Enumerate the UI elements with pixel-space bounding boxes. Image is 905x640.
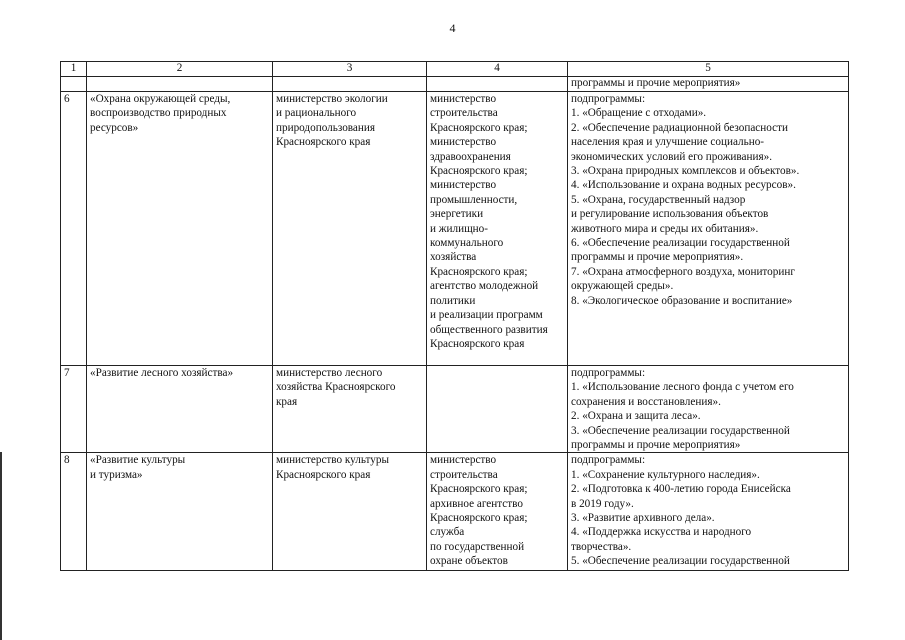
- programs-table: [60, 61, 849, 571]
- subprograms-line: 3. «Охрана природных комплексов и объектов».: [571, 165, 800, 178]
- continuation-subprograms: программы и прочие мероприятия»: [568, 77, 849, 92]
- cell-responsible: [273, 366, 427, 453]
- coexecutors-line: Красноярского края;: [430, 265, 528, 278]
- cell-coexecutors: [427, 453, 568, 571]
- coexecutors-line: коммунального: [430, 237, 504, 250]
- cell-responsible: [273, 92, 427, 366]
- cell-coexecutors: [427, 366, 568, 453]
- table-row: [61, 453, 849, 571]
- coexecutors-line: министерство: [430, 136, 497, 149]
- program-line: «Охрана окружающей среды,: [90, 93, 231, 105]
- subprograms-line: и регулирование использования объектов: [571, 208, 769, 221]
- header-col-4: 4: [427, 62, 568, 77]
- cell-subprograms: [568, 453, 849, 571]
- responsible-line: министерство культуры: [276, 454, 389, 467]
- subprograms-line: подпрограммы:: [571, 454, 646, 467]
- coexecutors-line: охране объектов: [430, 555, 508, 568]
- subprograms-line: в 2019 году».: [571, 497, 634, 510]
- coexecutors-line: строительства: [430, 107, 498, 120]
- cell-program: [87, 453, 273, 571]
- coexecutors-line: и жилищно-: [430, 222, 488, 235]
- subprograms-line: 5. «Охрана, государственный надзор: [571, 193, 746, 206]
- row-number: 8: [61, 453, 87, 571]
- responsible-line: Красноярского края: [276, 468, 371, 481]
- coexecutors-line: по государственной: [430, 540, 525, 553]
- header-col-2: 2: [87, 62, 273, 77]
- coexecutors-line: министерство: [430, 179, 497, 192]
- subprograms-line: 7. «Охрана атмосферного воздуха, мониторинг: [571, 265, 795, 278]
- responsible-line: министерство экологии: [276, 93, 388, 105]
- coexecutors-line: политики: [430, 294, 476, 307]
- coexecutors-line: агентство молодежной: [430, 280, 539, 293]
- coexecutors-line: и реализации программ: [430, 309, 543, 322]
- subprograms-line: животного мира и среды их обитания».: [571, 222, 759, 235]
- program-line: «Развитие культуры: [90, 454, 186, 467]
- subprograms-line: программы и прочие мероприятия».: [571, 251, 744, 264]
- coexecutors-line: Красноярского края;: [430, 512, 528, 525]
- subprograms-line: подпрограммы:: [571, 93, 646, 105]
- subprograms-line: 3. «Обеспечение реализации государственной: [571, 424, 790, 437]
- responsible-line: края: [276, 395, 298, 408]
- cell-subprograms: [568, 92, 849, 366]
- header-row: [61, 62, 849, 77]
- subprograms-line: 6. «Обеспечение реализации государственной: [571, 237, 790, 250]
- header-col-5: 5: [568, 62, 849, 77]
- coexecutors-line: архивное агентство: [430, 497, 523, 510]
- responsible-line: природопользования: [276, 121, 376, 134]
- subprograms-line: 2. «Подготовка к 400-летию города Енисейска: [571, 483, 791, 496]
- page-number: 4: [449, 21, 456, 35]
- row-number: 6: [61, 92, 87, 366]
- cell-program: [87, 92, 273, 366]
- coexecutors-line: хозяйства: [430, 251, 477, 264]
- coexecutors-line: служба: [430, 526, 465, 539]
- coexecutors-line: строительства: [430, 468, 498, 481]
- coexecutors-line: министерство: [430, 93, 497, 105]
- coexecutors-line: Красноярского края;: [430, 483, 528, 496]
- subprograms-line: 5. «Обеспечение реализации государственной: [571, 555, 790, 568]
- subprograms-line: 3. «Развитие архивного дела».: [571, 512, 715, 525]
- subprograms-line: 2. «Охрана и защита леса».: [571, 410, 701, 423]
- coexecutors-line: промышленности,: [430, 193, 518, 206]
- cell-subprograms: [568, 366, 849, 453]
- subprograms-line: экономических условий его проживания».: [571, 150, 773, 163]
- subprograms-line: творчества».: [571, 540, 632, 553]
- subprograms-line: сохранения и восстановления».: [571, 395, 721, 408]
- subprograms-line: 1. «Использование лесного фонда с учетом его: [571, 381, 794, 394]
- continuation-row: [61, 77, 849, 92]
- cell-coexecutors: [427, 92, 568, 366]
- coexecutors-line: Красноярского края;: [430, 165, 528, 178]
- scan-edge: [0, 452, 2, 640]
- subprograms-line: 8. «Экологическое образование и воспитание»: [571, 294, 793, 307]
- subprograms-line: 4. «Поддержка искусства и народного: [571, 526, 752, 539]
- cell-responsible: [273, 453, 427, 571]
- continuation-cell-2: [87, 77, 273, 92]
- subprograms-line: 4. «Использование и охрана водных ресурсов».: [571, 179, 796, 192]
- header-col-1: 1: [61, 62, 87, 77]
- subprograms-line: 1. «Обращение с отходами».: [571, 107, 707, 120]
- continuation-cell-3: [273, 77, 427, 92]
- coexecutors-line: здравоохранения: [430, 150, 511, 163]
- subprograms-line: подпрограммы:: [571, 367, 646, 379]
- responsible-line: хозяйства Красноярского: [276, 381, 396, 394]
- program-line: и туризма»: [90, 468, 143, 481]
- program-line: «Развитие лесного хозяйства»: [90, 367, 234, 379]
- program-line: воспроизводство природных: [90, 107, 227, 120]
- program-line: ресурсов»: [90, 121, 139, 134]
- coexecutors-line: энергетики: [430, 208, 484, 221]
- cell-program: [87, 366, 273, 453]
- responsible-line: Красноярского края: [276, 136, 371, 149]
- continuation-cell-4: [427, 77, 568, 92]
- row-number: 7: [61, 366, 87, 453]
- continuation-cell-1: [61, 77, 87, 92]
- coexecutors-line: общественного развития: [430, 323, 548, 336]
- subprograms-line: населения края и улучшение социально-: [571, 136, 765, 149]
- coexecutors-line: Красноярского края: [430, 337, 525, 350]
- table-row: [61, 366, 849, 453]
- subprograms-line: программы и прочие мероприятия»: [571, 439, 741, 452]
- header-col-3: 3: [273, 62, 427, 77]
- table-row: [61, 92, 849, 366]
- coexecutors-line: министерство: [430, 454, 497, 467]
- subprograms-line: 1. «Сохранение культурного наследия».: [571, 468, 760, 481]
- subprograms-line: 2. «Обеспечение радиационной безопасности: [571, 121, 788, 134]
- responsible-line: министерство лесного: [276, 367, 383, 379]
- responsible-line: и рационального: [276, 107, 357, 120]
- coexecutors-line: Красноярского края;: [430, 121, 528, 134]
- subprograms-line: окружающей среды».: [571, 280, 674, 293]
